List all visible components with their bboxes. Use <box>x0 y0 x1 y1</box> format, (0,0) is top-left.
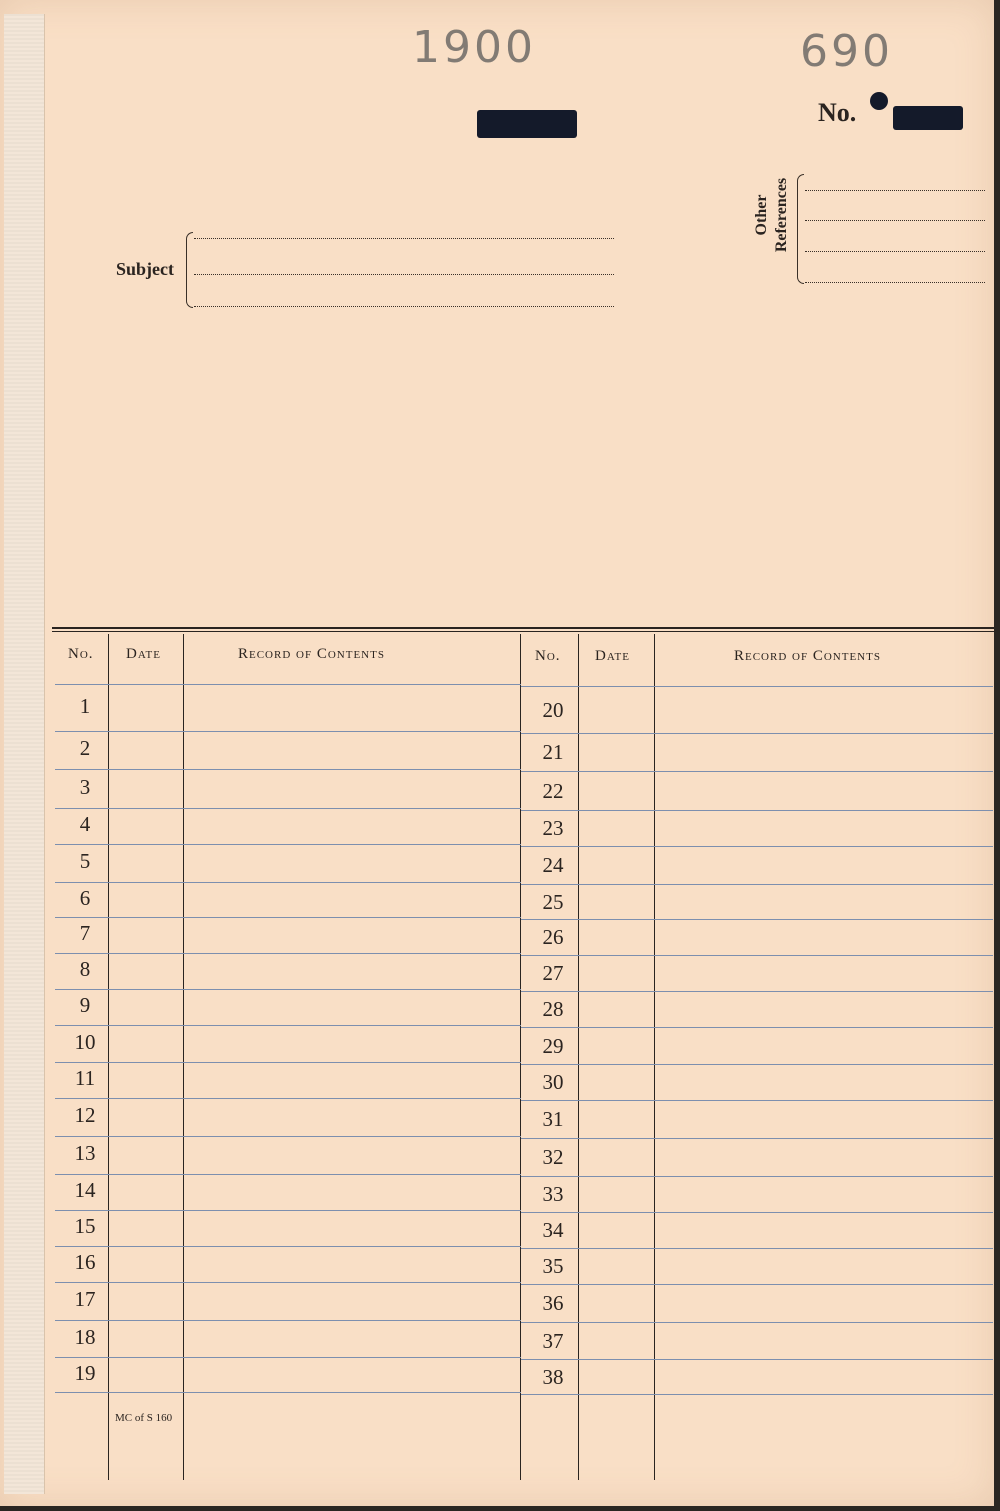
left-row-number: 19 <box>74 1360 96 1385</box>
right-row-number: 24 <box>542 853 564 877</box>
left-row-number: 14 <box>74 1178 96 1202</box>
left-row-number: 2 <box>79 736 91 760</box>
right-row-number: 33 <box>542 1182 564 1206</box>
right-row-number: 25 <box>542 889 564 914</box>
left-row-rule <box>55 882 521 883</box>
left-row-rule <box>55 684 521 685</box>
right-row-number: 31 <box>542 1107 564 1131</box>
table-top-rule-inner <box>52 631 994 632</box>
right-row-rule <box>521 686 993 687</box>
ink-blot <box>870 92 888 110</box>
redaction-mark-year <box>477 110 577 138</box>
right-row-number: 28 <box>542 997 564 1021</box>
right-row-number: 22 <box>542 778 564 803</box>
right-row-number: 21 <box>542 740 564 764</box>
header-date-left: Date <box>126 646 161 662</box>
left-row-rule <box>55 917 521 918</box>
right-row-rule <box>521 1248 993 1249</box>
right-row-number: 23 <box>542 816 564 840</box>
other-references-bracket <box>797 174 804 284</box>
right-row-rule <box>521 771 993 772</box>
left-row-rule <box>55 1357 521 1358</box>
left-row-number: 10 <box>74 1029 96 1054</box>
left-row-rule <box>55 1246 521 1247</box>
right-row-rule <box>521 991 993 992</box>
right-row-number: 34 <box>542 1218 564 1242</box>
stamp-number: 690 <box>800 26 893 77</box>
right-row-rule <box>521 733 993 734</box>
subject-bracket <box>186 232 193 308</box>
header-no-right: No. <box>535 648 561 664</box>
left-row-rule <box>55 989 521 990</box>
left-row-rule <box>55 1174 521 1175</box>
left-row-number: 4 <box>79 812 91 836</box>
left-row-rule <box>55 1392 521 1393</box>
right-row-rule <box>521 1176 993 1177</box>
header-record-right: Record of Contents <box>734 648 881 664</box>
left-row-rule <box>55 1282 521 1283</box>
left-row-rule <box>55 844 521 845</box>
right-row-number: 30 <box>542 1070 564 1094</box>
right-row-number: 35 <box>542 1254 564 1278</box>
left-row-rule <box>55 1025 521 1026</box>
right-row-number: 26 <box>542 925 564 949</box>
right-row-rule <box>521 1027 993 1028</box>
right-row-number: 38 <box>542 1364 564 1389</box>
cloth-binding-strip <box>4 14 45 1494</box>
left-row-number: 11 <box>74 1066 96 1090</box>
right-row-rule <box>521 1064 993 1065</box>
table-top-rule <box>52 627 994 629</box>
right-row-number: 27 <box>542 961 564 985</box>
left-date-column-divider <box>183 634 184 1480</box>
left-row-rule <box>55 1062 521 1063</box>
left-row-number: 7 <box>79 921 91 945</box>
left-row-rule <box>55 769 521 770</box>
other-ref-line-3[interactable] <box>805 251 985 252</box>
subject-line-2[interactable] <box>194 274 614 275</box>
right-row-rule <box>521 884 993 885</box>
form-code: MC of S 160 <box>115 1412 173 1424</box>
other-ref-line-2[interactable] <box>805 220 985 221</box>
subject-label: Subject <box>116 259 174 279</box>
right-row-rule <box>521 810 993 811</box>
left-row-number: 3 <box>79 774 91 799</box>
left-row-rule <box>55 808 521 809</box>
left-row-number: 9 <box>79 993 91 1017</box>
right-row-rule <box>521 1359 993 1360</box>
right-row-number: 20 <box>542 697 564 722</box>
subject-line-3[interactable] <box>194 306 614 307</box>
right-row-rule <box>521 1100 993 1101</box>
other-ref-line-1[interactable] <box>805 190 985 191</box>
left-row-rule <box>55 1136 521 1137</box>
right-row-rule <box>521 919 993 920</box>
left-row-number: 15 <box>74 1214 96 1238</box>
left-row-number: 8 <box>79 957 91 981</box>
redaction-mark-number <box>893 106 963 130</box>
right-row-number: 32 <box>542 1145 564 1169</box>
other-ref-line-4[interactable] <box>805 282 985 283</box>
right-row-number: 36 <box>542 1291 564 1315</box>
header-record-left: Record of Contents <box>238 646 385 662</box>
left-row-rule <box>55 1210 521 1211</box>
left-row-number: 18 <box>74 1324 96 1349</box>
right-row-rule <box>521 846 993 847</box>
number-label: No. <box>818 98 857 127</box>
left-row-rule <box>55 731 521 732</box>
left-row-number: 6 <box>79 885 91 910</box>
left-row-rule <box>55 953 521 954</box>
left-row-rule <box>55 1320 521 1321</box>
right-date-column-divider <box>654 634 655 1480</box>
left-row-number: 17 <box>74 1287 96 1311</box>
center-column-divider <box>520 634 521 1480</box>
left-row-number: 13 <box>74 1141 96 1165</box>
other-references-label: Other References <box>753 177 790 253</box>
right-row-rule <box>521 1212 993 1213</box>
left-row-number: 12 <box>74 1103 96 1127</box>
right-row-rule <box>521 1284 993 1285</box>
left-row-number: 16 <box>74 1250 96 1274</box>
left-row-number: 1 <box>79 693 91 718</box>
left-row-number: 5 <box>79 849 91 873</box>
left-row-rule <box>55 1098 521 1099</box>
right-row-rule <box>521 1138 993 1139</box>
right-row-rule <box>521 955 993 956</box>
right-row-rule <box>521 1394 993 1395</box>
right-row-number: 37 <box>542 1328 564 1353</box>
stamp-year: 1900 <box>412 22 536 73</box>
subject-line-1[interactable] <box>194 238 614 239</box>
right-row-number: 29 <box>542 1033 564 1058</box>
header-date-right: Date <box>595 648 630 664</box>
right-no-column-divider <box>578 634 579 1480</box>
right-row-rule <box>521 1322 993 1323</box>
header-no-left: No. <box>68 646 94 662</box>
